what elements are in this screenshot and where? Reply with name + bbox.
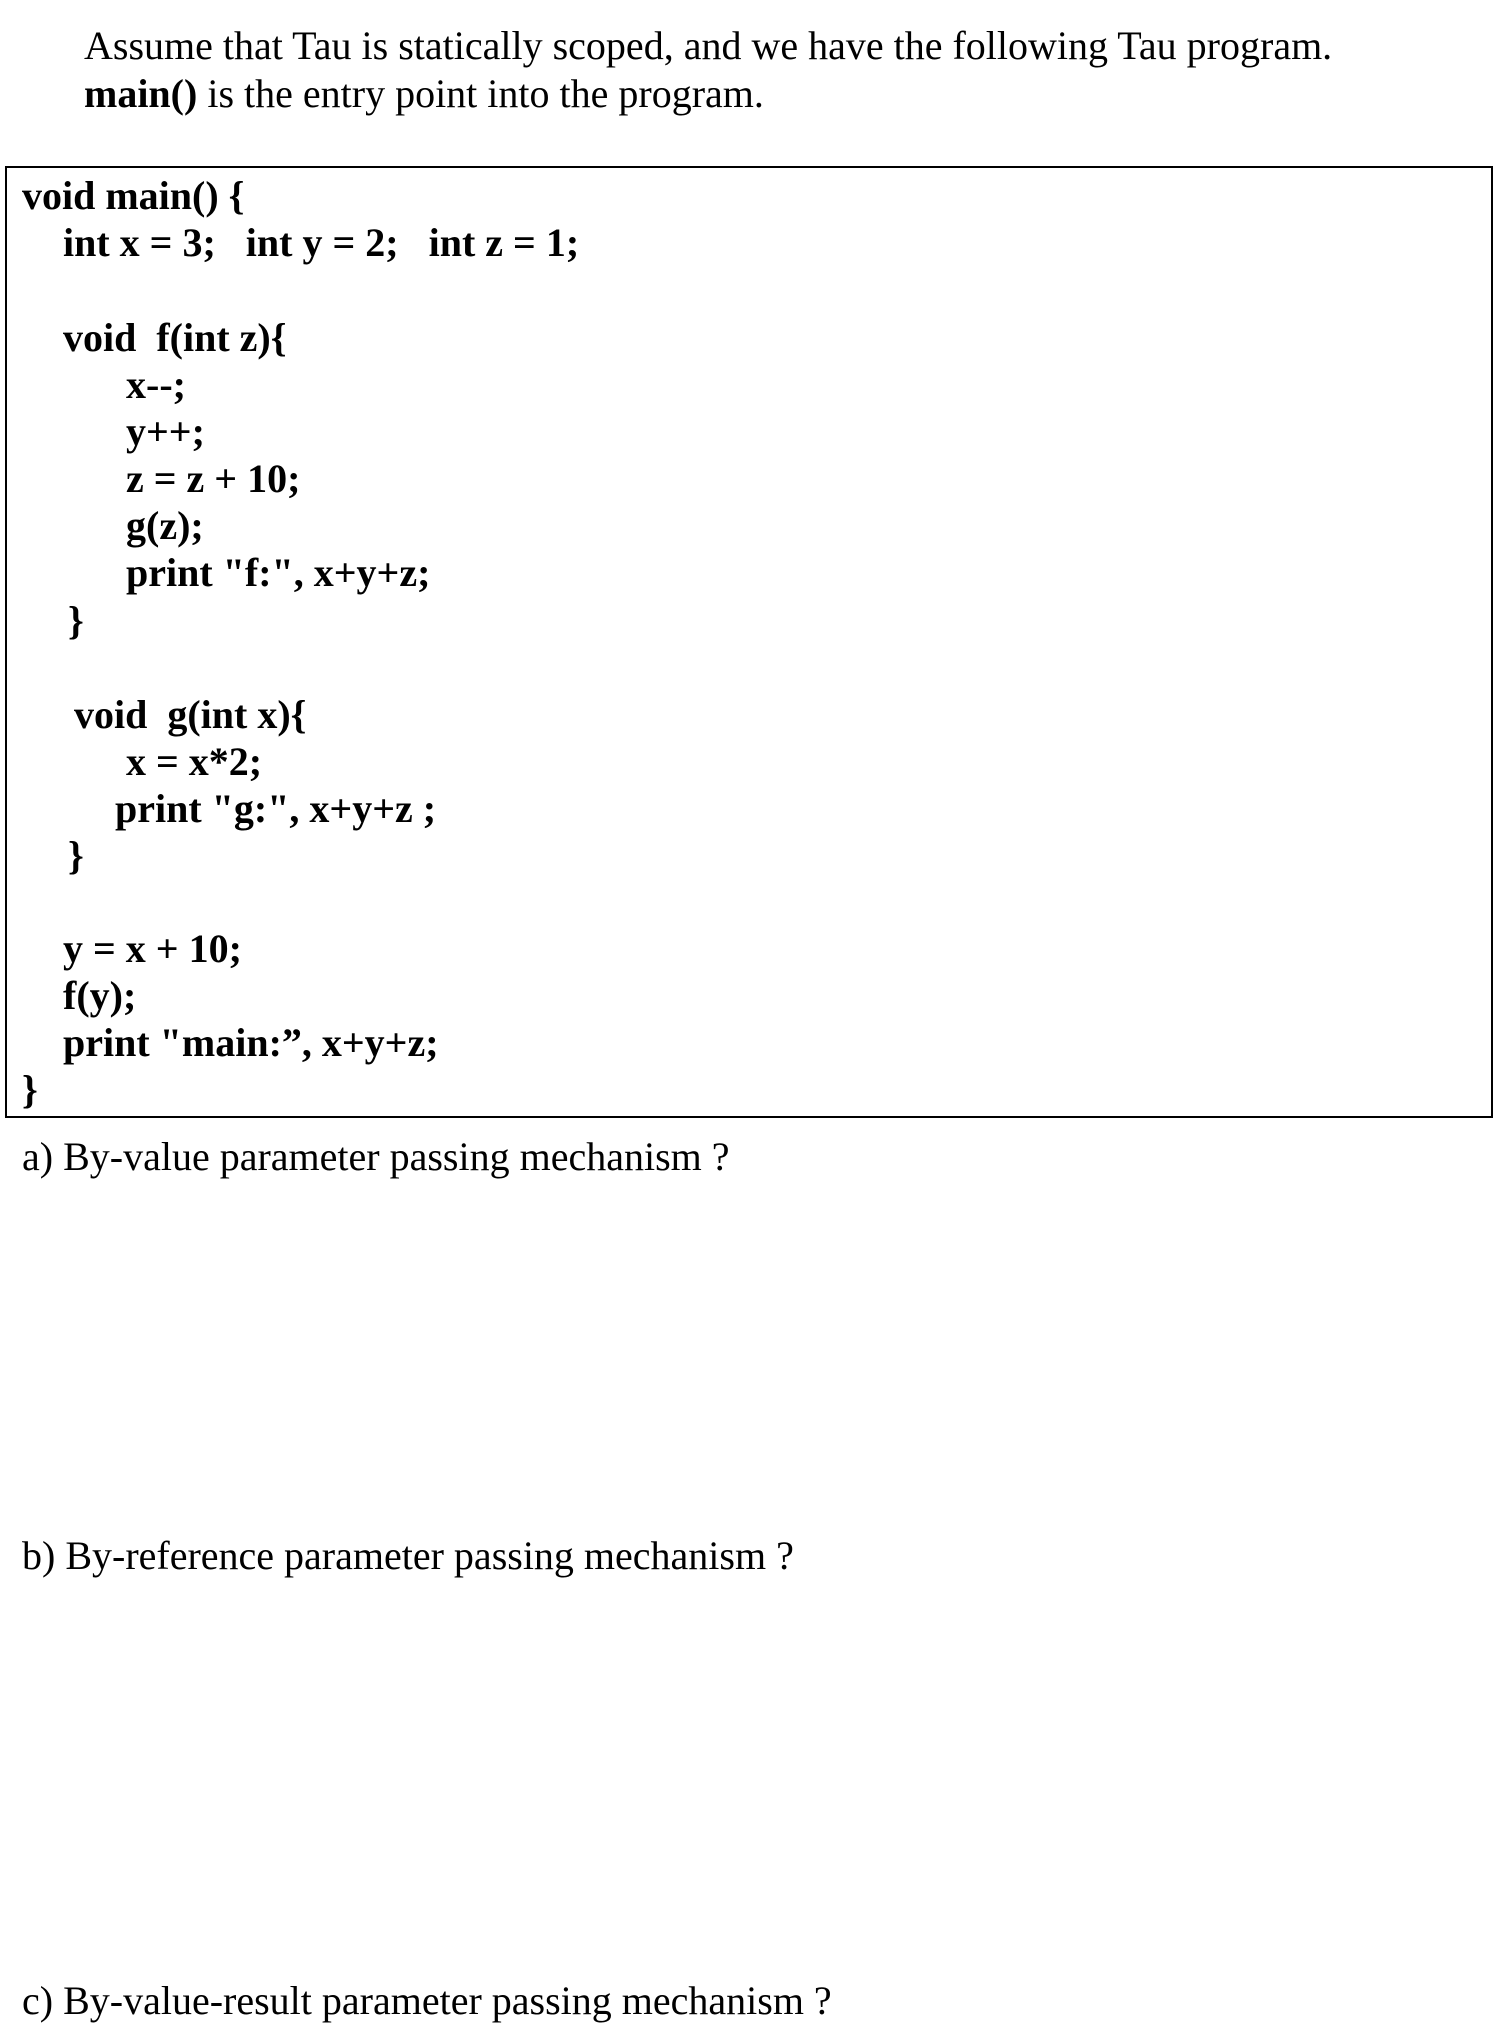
code-line-g-body: print "g:", x+y+z ; xyxy=(115,786,437,831)
question-a: a) By-value parameter passing mechanism ? xyxy=(22,1134,730,1179)
question-b: b) By-reference parameter passing mechanism ? xyxy=(22,1533,794,1578)
code-line-g-close: } xyxy=(68,833,84,878)
code-line-g-decl: void g(int x){ xyxy=(74,692,307,737)
code-line-main-body: print "main:”, x+y+z; xyxy=(63,1020,439,1065)
code-line-f-body: y++; xyxy=(126,409,205,454)
code-line-main-body: f(y); xyxy=(63,973,137,1018)
code-line-f-close: } xyxy=(68,598,84,643)
code-line-f-body: x--; xyxy=(126,362,186,407)
code-line-main-body: y = x + 10; xyxy=(63,926,242,971)
intro-line-2-text: is the entry point into the program. xyxy=(197,71,764,116)
code-listing xyxy=(5,166,1493,1118)
code-line-f-body: g(z); xyxy=(126,503,204,548)
code-line-var-decls: int x = 3; int y = 2; int z = 1; xyxy=(63,220,580,265)
code-line-f-decl: void f(int z){ xyxy=(63,315,287,360)
code-line-main-close: } xyxy=(22,1067,38,1112)
code-line-f-body: z = z + 10; xyxy=(126,456,301,501)
code-line-g-body: x = x*2; xyxy=(126,739,263,784)
question-c: c) By-value-result parameter passing mechanism ? xyxy=(22,1978,832,2023)
intro-line-2 xyxy=(84,70,1424,118)
code-line-main-decl: void main() { xyxy=(22,173,245,218)
problem-statement xyxy=(84,22,1424,118)
code-line-f-body: print "f:", x+y+z; xyxy=(126,550,431,595)
entry-point-name: main() xyxy=(84,71,198,116)
intro-line-1: Assume that Tau is statically scoped, and we have the following Tau program. xyxy=(84,23,1333,68)
